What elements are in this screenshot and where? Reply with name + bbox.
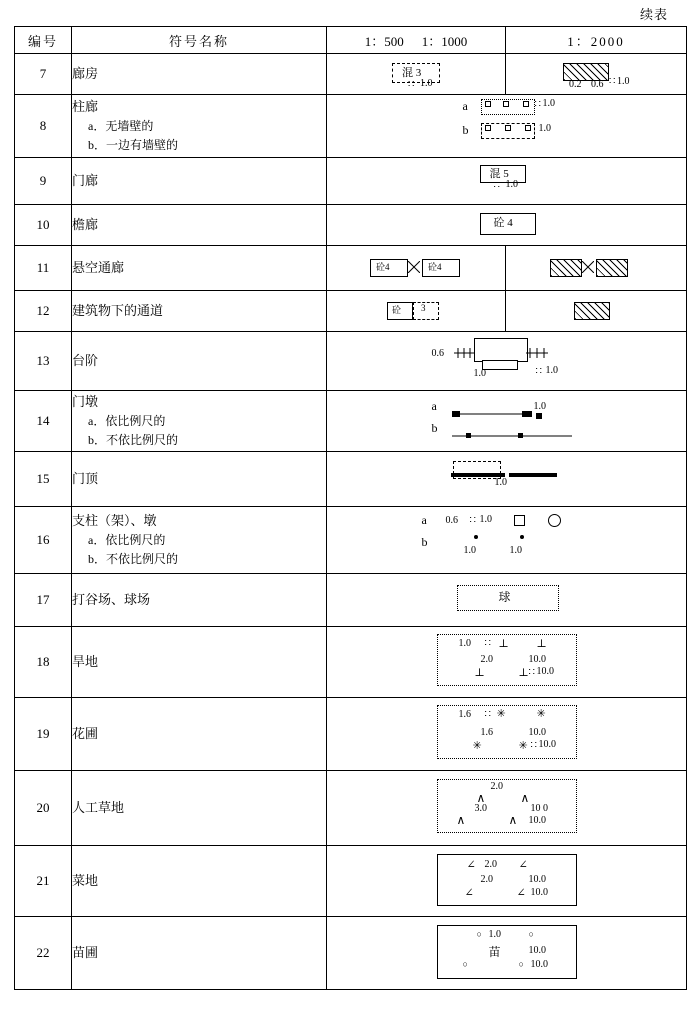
glyph: ∠ bbox=[516, 887, 526, 899]
dim-label: 1.0 bbox=[533, 401, 546, 412]
dim-label: 1.0 bbox=[505, 179, 518, 190]
symbol-box-label-2: 砼4 bbox=[428, 262, 442, 272]
continued-label: 续表 bbox=[639, 7, 668, 22]
row-name: 打谷场、球场 bbox=[72, 574, 327, 627]
symbol-combined bbox=[327, 917, 687, 990]
header-no: 编号 bbox=[15, 27, 72, 54]
row-name-cell bbox=[72, 507, 327, 574]
symbol-combined bbox=[327, 771, 687, 846]
dim-label: 1.0 bbox=[420, 78, 433, 89]
row-name: 悬空通廊 bbox=[72, 246, 327, 291]
symbol-box-label: 球 bbox=[498, 590, 511, 604]
symbol-combined bbox=[327, 205, 687, 246]
row-no: 21 bbox=[15, 846, 72, 917]
glyph: ⊥ bbox=[474, 667, 485, 679]
symbol-500 bbox=[327, 246, 506, 291]
symbol-500 bbox=[327, 291, 506, 332]
dim-label: 1.6 bbox=[458, 709, 471, 720]
dim-label: 1.0 bbox=[494, 477, 507, 488]
dim-label: 1.0 bbox=[473, 368, 486, 379]
mark-a: a bbox=[431, 399, 437, 413]
dim-label: 10.0 bbox=[538, 739, 556, 750]
dim-label: 1.0 bbox=[479, 514, 492, 525]
row-no: 12 bbox=[15, 291, 72, 332]
dim-label: 2.0 bbox=[480, 654, 493, 665]
glyph: ⊥ bbox=[536, 638, 547, 650]
dim-label: 10.0 bbox=[536, 666, 554, 677]
glyph: ✳ bbox=[472, 740, 482, 752]
dim-label: 10.0 bbox=[528, 945, 546, 956]
symbol-combined bbox=[327, 846, 687, 917]
glyph: ∧ bbox=[456, 813, 466, 827]
glyph: ○ bbox=[528, 929, 534, 939]
symbol-combined: 混 5 ∷ 1.0 bbox=[327, 158, 687, 205]
table-row bbox=[15, 627, 687, 698]
table-row bbox=[15, 332, 687, 391]
symbol-2000 bbox=[506, 291, 687, 332]
row-no: 7 bbox=[15, 54, 72, 95]
row-no: 20 bbox=[15, 771, 72, 846]
row-name: 建筑物下的通道 bbox=[72, 291, 327, 332]
row-name: 支柱（架）、墩 bbox=[72, 513, 157, 529]
table-row bbox=[15, 54, 687, 95]
row-no: 15 bbox=[15, 452, 72, 507]
dim-label: 10.0 bbox=[530, 959, 548, 970]
row-name: 门顶 bbox=[72, 452, 327, 507]
dim-label: 10.0 bbox=[528, 874, 546, 885]
symbol-combined bbox=[327, 452, 687, 507]
row-name: 花圃 bbox=[72, 698, 327, 771]
row-no: 8 bbox=[15, 95, 72, 158]
table-row bbox=[15, 698, 687, 771]
header-scale-2000: 1：2000 bbox=[506, 27, 687, 54]
dim-label: 1.0 bbox=[509, 545, 522, 556]
table-row bbox=[15, 574, 687, 627]
row-name: 旱地 bbox=[72, 627, 327, 698]
row-name: 菜地 bbox=[72, 846, 327, 917]
row-name: 台阶 bbox=[72, 332, 327, 391]
table-row bbox=[15, 291, 687, 332]
glyph: ⊥ bbox=[498, 638, 509, 650]
dim-label: 1.0 bbox=[458, 638, 471, 649]
row-subitem: b．不依比例尺的 bbox=[88, 433, 179, 448]
row-name-cell bbox=[72, 95, 327, 158]
dim-label: 1.0 bbox=[617, 76, 630, 87]
glyph: ⊥ bbox=[518, 667, 529, 679]
symbol-box-label: 砼 bbox=[392, 305, 402, 315]
dim-label: 1.0 bbox=[488, 929, 501, 940]
symbol-2000 bbox=[506, 246, 687, 291]
dim-label: 0.6 bbox=[431, 348, 444, 359]
row-no: 17 bbox=[15, 574, 72, 627]
symbol-box-label: 混 5 bbox=[489, 168, 509, 180]
glyph: ∧ bbox=[508, 813, 518, 827]
dim-label: 2.0 bbox=[484, 859, 497, 870]
symbol-combined: a 0.6 ∷ 1.0 b 1.0 1.0 bbox=[327, 507, 687, 574]
dim-label: 10.0 bbox=[528, 654, 546, 665]
symbol-table bbox=[14, 26, 687, 990]
row-name: 廊房 bbox=[72, 54, 327, 95]
dim-label: 2.0 bbox=[490, 781, 503, 792]
row-name: 柱廊 bbox=[72, 99, 99, 115]
row-no: 16 bbox=[15, 507, 72, 574]
row-no: 22 bbox=[15, 917, 72, 990]
header-name: 符号名称 bbox=[72, 27, 327, 54]
header-scale-500-1000 bbox=[327, 27, 506, 54]
mark-b: b bbox=[462, 123, 469, 137]
glyph: ✳ bbox=[536, 708, 546, 720]
row-subitem: b．不依比例尺的 bbox=[88, 552, 179, 567]
glyph: ○ bbox=[518, 959, 524, 969]
table-row bbox=[15, 507, 687, 574]
table-row bbox=[15, 158, 687, 205]
dim-label: 1.0 bbox=[545, 365, 558, 376]
dim-label: 10.0 bbox=[530, 887, 548, 898]
glyph: ○ bbox=[476, 929, 482, 939]
mark-b: b bbox=[431, 421, 438, 435]
table-header bbox=[15, 27, 687, 54]
symbol-combined: 1.0 ∷ ⊥ ⊥ 2.0 10.0 ⊥ ⊥ ∷ 10.0 bbox=[327, 627, 687, 698]
dim-label: 10.0 bbox=[528, 727, 546, 738]
dim-label: 1.0 bbox=[538, 123, 551, 134]
glyph: ∧ bbox=[520, 791, 530, 805]
dim-label: 10 0 bbox=[530, 803, 548, 814]
dim-label: 1.0 bbox=[463, 545, 476, 556]
symbol-box-label: 混 3 bbox=[402, 67, 422, 79]
symbol-combined: 1.6 ∷ ✳ ✳ 1.6 10.0 ✳ ✳ ∷ 10.0 bbox=[327, 698, 687, 771]
table-row bbox=[15, 846, 687, 917]
table-row bbox=[15, 771, 687, 846]
table-row bbox=[15, 917, 687, 990]
row-name: 人工草地 bbox=[72, 771, 327, 846]
row-no: 11 bbox=[15, 246, 72, 291]
glyph: ∠ bbox=[466, 859, 476, 871]
glyph: ✳ bbox=[518, 740, 528, 752]
symbol-combined: 0.6 1.0 ∷ 1.0 bbox=[327, 332, 687, 391]
row-subitem: a．无墙壁的 bbox=[88, 119, 154, 134]
dim-label: 1.6 bbox=[480, 727, 493, 738]
symbol-combined: a ∷ 1.0 b 1.0 bbox=[327, 95, 687, 158]
header-scale-500: 1：500 bbox=[364, 33, 404, 49]
dim-label: 2.0 bbox=[480, 874, 493, 885]
row-no: 13 bbox=[15, 332, 72, 391]
mark-a: a bbox=[462, 99, 468, 113]
header-scale-1000: 1：1000 bbox=[421, 33, 468, 49]
row-no: 14 bbox=[15, 391, 72, 452]
dim-label: 0.6 bbox=[445, 515, 458, 526]
row-subitem: b．一边有墙壁的 bbox=[88, 138, 179, 153]
table-body bbox=[15, 54, 687, 990]
symbol-box-label-2: 3 bbox=[421, 303, 426, 313]
table-row bbox=[15, 246, 687, 291]
row-name: 苗圃 bbox=[72, 917, 327, 990]
symbol-box-label: 砼4 bbox=[376, 262, 390, 272]
mark-b: b bbox=[421, 535, 428, 549]
row-no: 10 bbox=[15, 205, 72, 246]
symbol-box-label: 苗 bbox=[488, 945, 501, 959]
dim-label: 0.6 bbox=[591, 79, 604, 90]
symbol-combined bbox=[327, 391, 687, 452]
table-row bbox=[15, 452, 687, 507]
symbol-combined bbox=[327, 574, 687, 627]
row-subitem: a．依比例尺的 bbox=[88, 414, 166, 429]
dim-label: 10.0 bbox=[528, 815, 546, 826]
glyph: ○ bbox=[462, 959, 468, 969]
glyph: ∠ bbox=[464, 887, 474, 899]
glyph: ✳ bbox=[496, 708, 506, 720]
symbol-500: 混 3 ∷ 1.0 bbox=[327, 54, 506, 95]
row-name-cell bbox=[72, 391, 327, 452]
row-no: 9 bbox=[15, 158, 72, 205]
dim-label: 0.2 bbox=[569, 79, 582, 90]
glyph: ∧ bbox=[476, 791, 486, 805]
row-name: 门廊 bbox=[72, 158, 327, 205]
row-no: 19 bbox=[15, 698, 72, 771]
dim-label: 1.0 bbox=[542, 98, 555, 109]
row-name: 门墩 bbox=[72, 394, 99, 410]
table-row bbox=[15, 391, 687, 452]
glyph: ∠ bbox=[518, 859, 528, 871]
row-no: 18 bbox=[15, 627, 72, 698]
row-name: 檐廊 bbox=[72, 205, 327, 246]
mark-a: a bbox=[421, 513, 427, 527]
symbol-box-label: 砼 4 bbox=[493, 217, 513, 229]
table-row bbox=[15, 95, 687, 158]
dim-label: 3.0 bbox=[474, 803, 487, 814]
table-row bbox=[15, 205, 687, 246]
row-subitem: a．依比例尺的 bbox=[88, 533, 166, 548]
symbol-2000: 0.2 0.6 ∷ 1.0 bbox=[506, 54, 687, 95]
